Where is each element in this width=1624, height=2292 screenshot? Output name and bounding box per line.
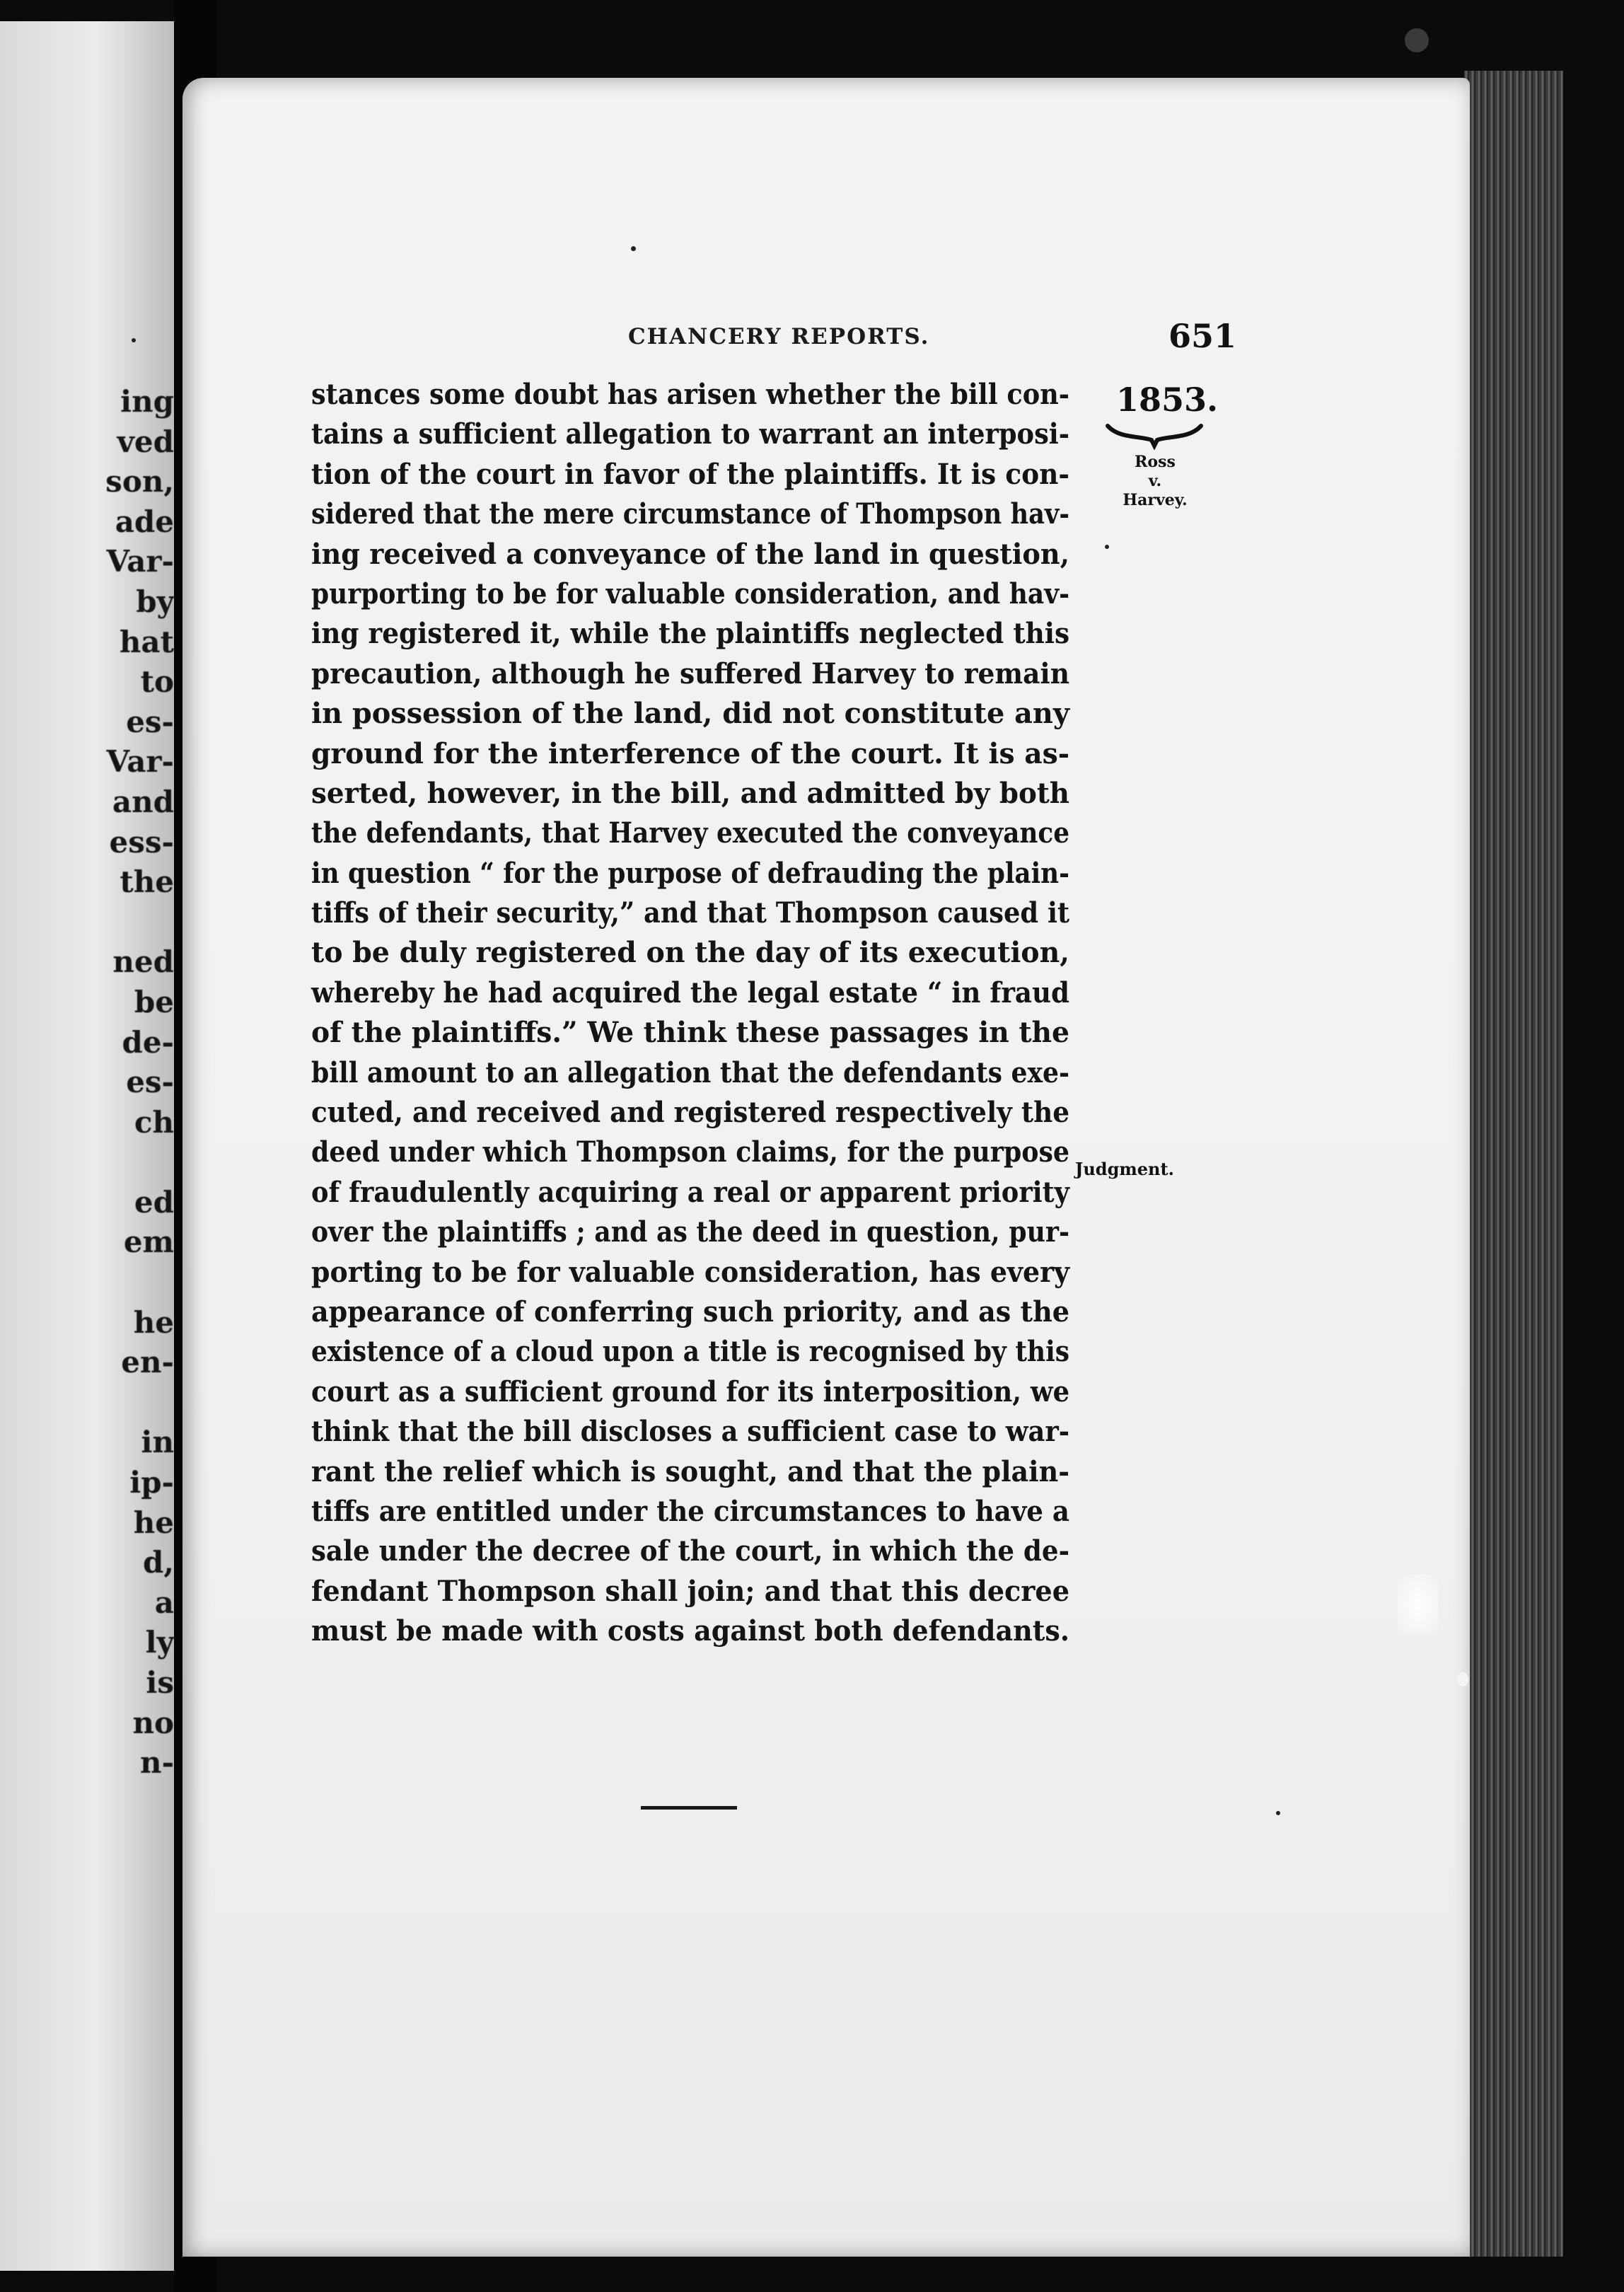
facing-page-fragment [0,21,174,2271]
body-line [311,375,1069,415]
facing-page-line-end: de- [122,1024,174,1060]
body-line [311,1133,1069,1172]
margin-judgment-note: Judgment. [1075,1159,1174,1179]
facing-page-line-end: he [133,1505,174,1540]
body-line [311,1212,1069,1252]
body-line-text: sidered that the mere circumstance of Thompson hav- [311,497,1069,531]
body-line-text: to be duly registered on the day of its execution, [311,936,1069,970]
scan-speck [132,338,136,342]
facing-page-line-end: em [123,1225,174,1260]
body-line [311,1093,1069,1133]
facing-page-line-end: son, [105,464,174,499]
body-line [311,1332,1069,1372]
body-line [311,1452,1069,1492]
body-line [311,1292,1069,1332]
facing-page-line-end: ch [134,1104,174,1140]
facing-page-line-end: ing [120,384,174,419]
facing-page-line-end: by [136,584,174,619]
facing-page-line-end: es- [126,1065,174,1100]
body-line [311,694,1069,734]
facing-page-line-end [105,1263,174,1303]
body-line-text: fendant Thompson shall join; and that this decree [311,1574,1069,1608]
body-line [311,1173,1069,1212]
body-line-text: cuted, and received and registered respectively the [311,1096,1069,1130]
body-text [311,375,1069,1652]
body-line [311,415,1069,454]
facing-page-line-end: and [112,784,174,819]
body-line [311,1572,1069,1611]
scan-blotch [1398,1575,1439,1634]
body-line [311,854,1069,893]
scan-speck [1276,1811,1280,1815]
facing-page-line-end: ed [134,1184,174,1220]
facing-page-line-end: ess- [109,824,174,860]
body-line [311,1253,1069,1292]
body-line [311,535,1069,574]
facing-page-line-end: d, [143,1545,174,1580]
body-line-text: think that the bill discloses a sufficient case to war- [311,1415,1069,1449]
body-line-text: the defendants, that Harvey executed the conveyance [311,816,1069,850]
body-line [311,1492,1069,1532]
body-line-text: must be made with costs against both defendants. [311,1614,1069,1648]
body-line [311,1412,1069,1452]
body-line-text: whereby he had acquired the legal estate “ in fraud [311,976,1069,1009]
facing-page-line-end: n- [140,1745,174,1781]
body-line [311,734,1069,774]
body-line-text: tiffs are entitled under the circumstances to have a [311,1494,1069,1528]
margin-year: 1853. [1116,381,1219,419]
body-line [311,654,1069,694]
body-line-text: in possession of the land, did not constitute any [311,697,1069,731]
body-line [311,574,1069,614]
body-line-text: purporting to be for valuable consideration, and hav- [311,577,1069,610]
body-line-text: tiffs of their security,” and that Thompson caused it [311,896,1069,930]
facing-page-line-end: a [154,1585,174,1620]
body-line-text: tains a sufficient allegation to warrant an interposi- [311,417,1069,451]
facing-page-line-end [105,903,174,943]
facing-page-line-end: ip- [129,1465,174,1500]
margin-case-name [1109,453,1201,510]
running-head-title: CHANCERY REPORTS. [628,324,930,349]
body-line-text: precaution, although he suffered Harvey to remain [311,656,1069,690]
facing-page-line-end: the [120,864,174,900]
body-line [311,494,1069,534]
body-line-text: over the plaintiffs ; and as the deed in question, pur- [311,1215,1069,1249]
facing-page-line-end: ade [115,504,174,539]
body-line-text: of fraudulently acquiring a real or apparent priority [311,1175,1069,1209]
facing-page-line-end: en- [121,1345,174,1380]
body-line [311,933,1069,973]
body-line [311,455,1069,494]
facing-page-line-end: Var- [106,544,174,579]
body-line [311,973,1069,1013]
facing-page-line-end: he [133,1304,174,1340]
facing-page-line-end: is [146,1665,174,1700]
scan-speck [1105,545,1109,549]
body-line [311,1372,1069,1412]
facing-page-line-end [105,1383,174,1423]
facing-page-line-end: ved [117,424,174,459]
body-line [311,893,1069,933]
body-line-text: deed under which Thompson claims, for the purpose [311,1135,1069,1169]
margin-brace [1105,422,1204,450]
body-line-text: court as a sufficient ground for its interposition, we [311,1374,1069,1408]
facing-page-line-end: be [134,984,174,1019]
facing-page-line-end: no [132,1705,174,1740]
body-line-text: appearance of conferring such priority, and as the [311,1295,1069,1329]
margin-case-plaintiff: Ross [1135,453,1176,471]
body-line-text: ground for the interference of the court. It is as- [311,736,1069,770]
facing-page-line-end: to [140,664,174,700]
page-edges [1464,71,1563,2257]
body-line-text: sale under the decree of the court, in which the de- [311,1534,1069,1568]
end-rule [641,1806,737,1810]
body-line [311,1013,1069,1053]
body-line-text: bill amount to an allegation that the defendants exe- [311,1055,1069,1089]
body-line [311,1532,1069,1571]
body-line-text: tion of the court in favor of the plaintiffs. It is con- [311,457,1069,491]
body-line-text: serted, however, in the bill, and admitted by both [311,776,1069,810]
body-line-text: ing received a conveyance of the land in question, [311,537,1069,571]
scan-speck [631,246,636,251]
facing-page-line-end: Var- [106,744,174,780]
scan-speck [1405,28,1429,52]
facing-page-line-end: ly [145,1625,174,1660]
margin-case-versus: v. [1148,472,1162,490]
body-line [311,614,1069,654]
margin-case-defendant: Harvey. [1123,491,1188,509]
body-line [311,1611,1069,1651]
facing-page-line-end: hat [119,624,174,659]
body-line-text: porting to be for valuable consideration, has every [311,1255,1069,1289]
facing-page-line-end [105,1142,174,1183]
body-line [311,1053,1069,1093]
scan-speck [1457,1672,1468,1686]
body-line-text: of the plaintiffs.” We think these passages in the [311,1016,1069,1050]
body-line [311,774,1069,814]
facing-page-line-end: es- [126,704,174,739]
body-line-text: in question “ for the purpose of defrauding the plain- [311,856,1069,890]
body-line-text: rant the relief which is sought, and that the plain- [311,1454,1069,1488]
facing-page-line-ends [105,382,174,1783]
body-line-text: ing registered it, while the plaintiffs neglected this [311,617,1069,651]
body-line [311,814,1069,853]
page-number: 651 [1168,317,1237,355]
facing-page-line-end: ned [112,944,174,980]
body-line-text: stances some doubt has arisen whether the bill con- [311,378,1069,411]
facing-page-line-end: in [141,1425,174,1460]
body-line-text: existence of a cloud upon a title is recognised by this [311,1335,1069,1369]
